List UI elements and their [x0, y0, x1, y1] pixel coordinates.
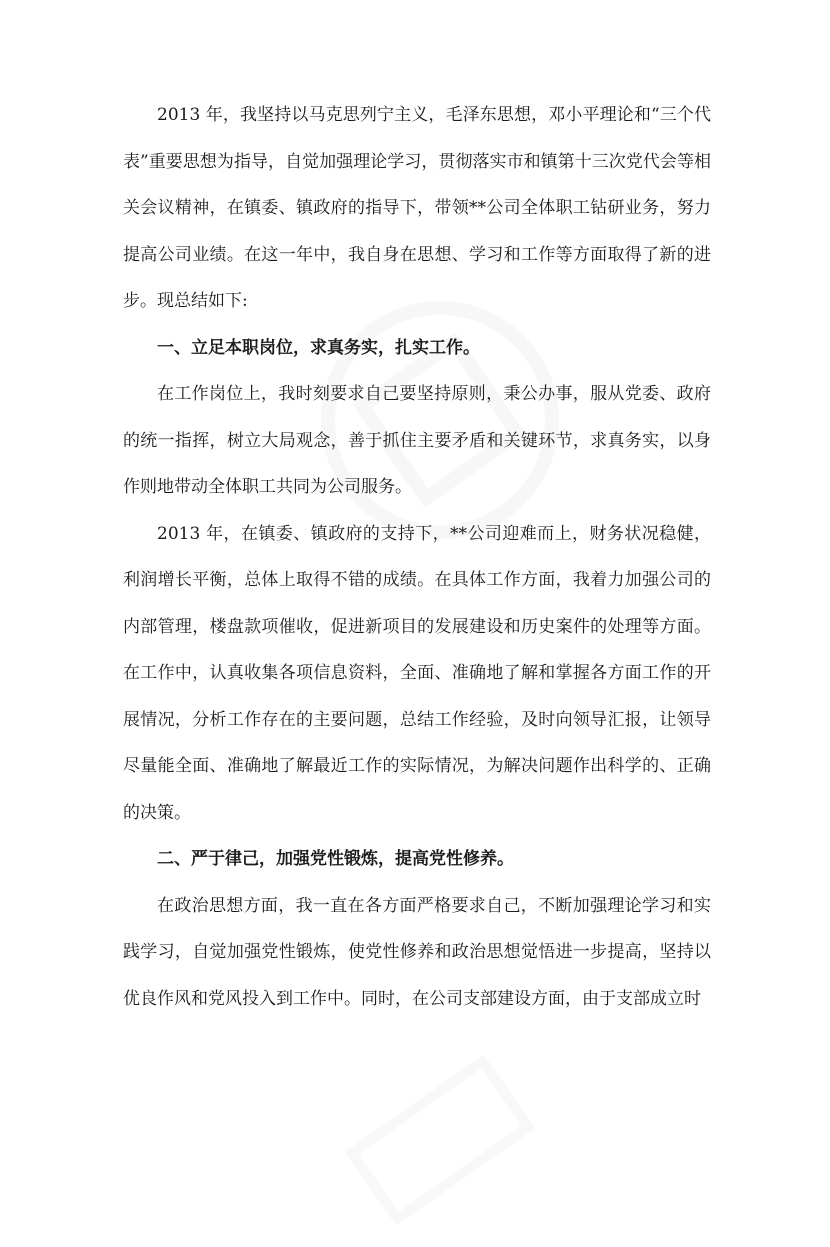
watermark-logo-icon-bottom: [324, 1033, 557, 1246]
document-body: [123, 92, 711, 1022]
section-heading-1: 一、立足本职岗位，求真务实，扎实工作。: [157, 337, 480, 358]
section-heading-2: 二、严于律己，加强党性锻炼，提高党性修养。: [157, 849, 514, 869]
paragraph-political-thought: 在政治思想方面，我一直在各方面严格要求自己，不断加强理论学习和实践学习，自觉加强党性锻炼，使党性修养和政治思想觉悟进一步提高，坚持以优良作风和党风投入到工作中。同时，在公司支部建设方面，由于支部成立时: [123, 895, 711, 1009]
paragraph-intro: 2013 年，我坚持以马克思列宁主义，毛泽东思想，邓小平理论和“三个代表”重要思想为指导，自觉加强理论学习，贯彻落实市和镇第十三次党代会等相关会议精神，在镇委、镇政府的指导下，带领**公司全体职工钻研业务，努力提高公司业绩。在这一年中，我自身在思想、学习和工作等方面取得了新的进步。现总结如下:: [123, 105, 711, 311]
paragraph-2013-results: 2013 年，在镇委、镇政府的支持下，**公司迎难而上，财务状况稳健，利润增长平衡，总体上取得不错的成绩。在具体工作方面，我着力加强公司的内部管理，楼盘款项催收，促进新项目的发展建设和历史案件的处理等方面。在工作中，认真收集各项信息资料，全面、准确地了解和掌握各方面工作的开展情况，分析工作存在的主要问题，总结工作经验，及时向领导汇报，让领导尽量能全面、准确地了解最近工作的实际情况，为解决问题作出科学的、正确的决策。: [123, 523, 711, 823]
paragraph-work-position: 在工作岗位上，我时刻要求自己要坚持原则，秉公办事，服从党委、政府的统一指挥，树立大局观念，善于抓住主要矛盾和关键环节，求真务实，以身作则地带动全体职工共同为公司服务。: [123, 384, 711, 497]
